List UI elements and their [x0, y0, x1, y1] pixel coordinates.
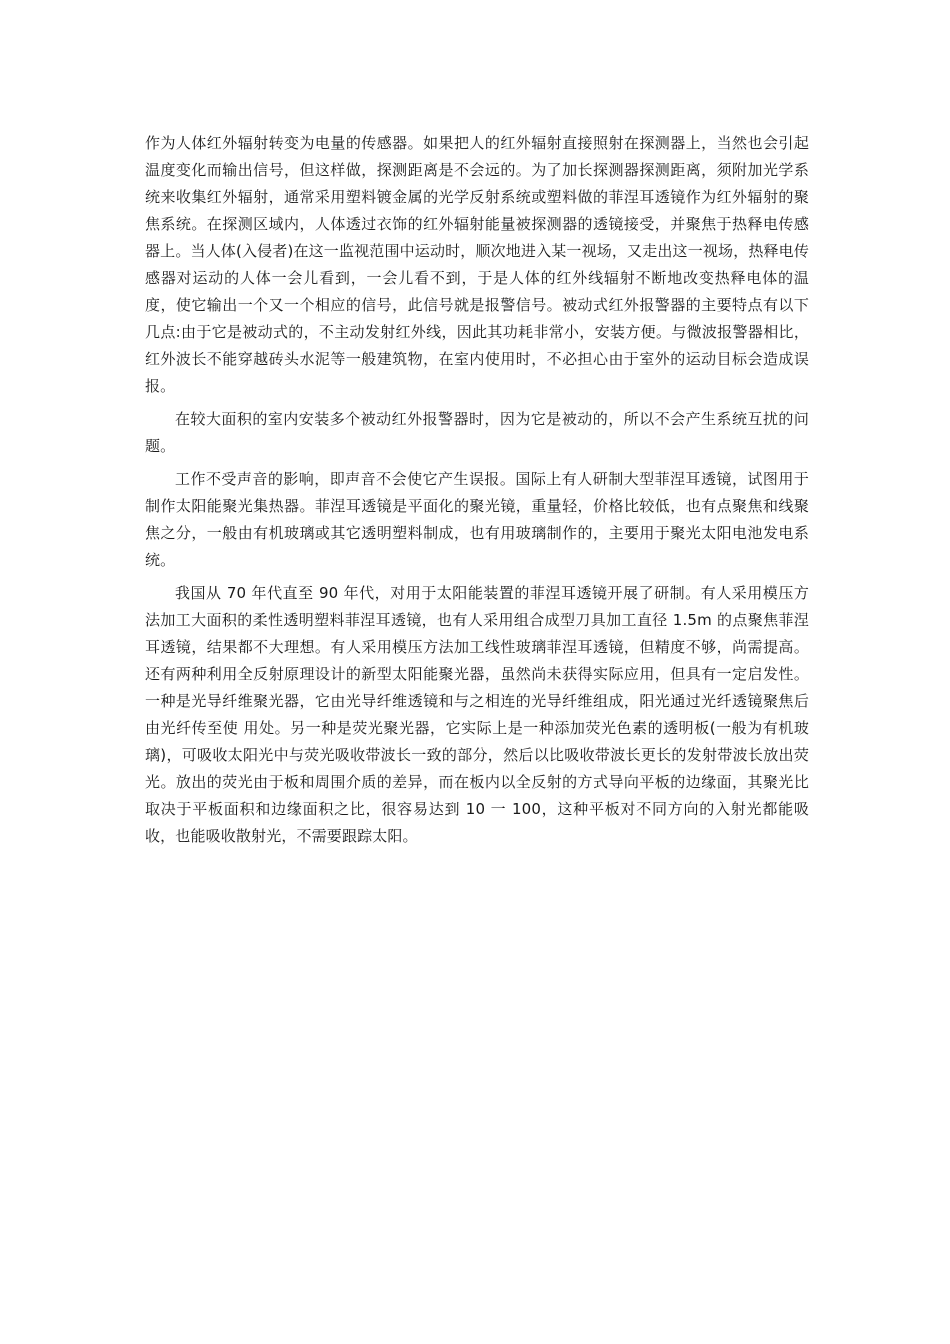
paragraph-4: 我国从 70 年代直至 90 年代，对用于太阳能装置的菲涅耳透镜开展了研制。有人采用模压方法加工大面积的柔性透明塑料菲涅耳透镜，也有人采用组合成型刀具加工直径 1.5m 的点聚焦菲涅耳透镜，结果都不大理想。有人采用模压方法加工线性玻璃菲涅耳透镜，但精度不够，尚需提高。还有两种利用全反射原理设计的新型太阳能聚光器，虽然尚未获得实际应用，但具有一定启发性。一种是光导纤维聚光器，它由光导纤维透镜和与之相连的光导纤维组成，阳光通过光纤透镜聚焦后由光纤传至使 用处。另一种是荧光聚光器，它实际上是一种添加荧光色素的透明板(一般为有机玻璃)，可吸收太阳光中与荧光吸收带波长一致的部分，然后以比吸收带波长更长的发射带波长放出荧光。放出的荧光由于板和周围介质的差异，而在板内以全反射的方式导向平板的边缘面，其聚光比取决于平板面积和边缘面积之比，很容易达到 10 一 100，这种平板对不同方向的入射光都能吸收，也能吸收散射光，不需要跟踪太阳。: [145, 584, 809, 845]
paragraph-1: 作为人体红外辐射转变为电量的传感器。如果把人的红外辐射直接照射在探测器上，当然也会引起温度变化而输出信号，但这样做，探测距离是不会远的。为了加长探测器探测距离，须附加光学系统来收集红外辐射，通常采用塑料镀金属的光学反射系统或塑料做的菲涅耳透镜作为红外辐射的聚焦系统。在探测区域内，人体透过衣饰的红外辐射能量被探测器的透镜接受，并聚焦于热释电传感器上。当人体(入侵者)在这一监视范围中运动时，顺次地进入某一视场，又走出这一视场，热释电传感器对运动的人体一会儿看到，一会儿看不到，于是人体的红外线辐射不断地改变热释电体的温度，使它输出一个又一个相应的信号，此信号就是报警信号。被动式红外报警器的主要特点有以下几点:由于它是被动式的，不主动发射红外线，因此其功耗非常小，安装方便。与微波报警器相比，红外波长不能穿越砖头水泥等一般建筑物，在室内使用时，不必担心由于室外的运动目标会造成误报。: [145, 134, 809, 395]
paragraph-3: 工作不受声音的影响，即声音不会使它产生误报。国际上有人研制大型菲涅耳透镜，试图用于制作太阳能聚光集热器。菲涅耳透镜是平面化的聚光镜，重量轻，价格比较低，也有点聚焦和线聚焦之分，一般由有机玻璃或其它透明塑料制成，也有用玻璃制作的，主要用于聚光太阳电池发电系统。: [145, 470, 809, 569]
document-body: [145, 130, 809, 856]
paragraph-2: 在较大面积的室内安装多个被动红外报警器时，因为它是被动的，所以不会产生系统互扰的问题。: [145, 410, 809, 455]
